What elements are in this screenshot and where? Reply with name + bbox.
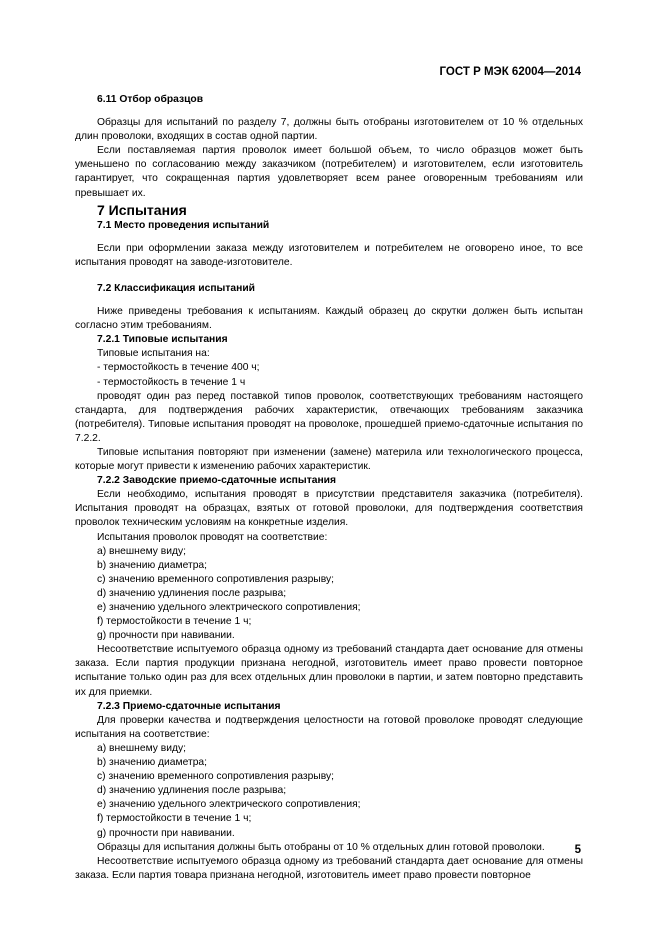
list-item: b) значению диаметра;: [97, 559, 208, 571]
section-7-title: 7 Испытания: [97, 201, 187, 218]
list-item: e) значению удельного электрического сопротивления;: [97, 602, 361, 613]
paragraph: Типовые испытания повторяют при изменении (замене) материла или технологического процесса, которые могут привести к изменению рабочих характеристик.: [75, 446, 583, 473]
paragraph: Образцы для испытаний по разделу 7, должны быть отобраны изготовителем от 10 % отдельных длин проволоки, входящих в состав одной партии.: [75, 117, 583, 143]
list-item: e) значению удельного электрического сопротивления;: [97, 799, 361, 811]
paragraph: Несоответствие испытуемого образца одному из требований стандарта дает основание для отмены заказа. Если партия продукции признана негодной, изготовитель имеет право провести повторное испытание только один раз для всех отдельных длин проволоки в партии, и затем повторно представить их для приемки.: [75, 644, 583, 698]
section-7-2-1-title: 7.2.1 Типовые испытания: [97, 334, 228, 346]
list-item: d) значению удлинения после разрыва;: [97, 587, 287, 599]
list-item: c) значению временного сопротивления разрыву;: [97, 771, 334, 783]
paragraph: Испытания проволок проводят на соответствие:: [97, 531, 328, 543]
paragraph: Если необходимо, испытания проводят в присутствии представителя заказчика (потребителя). Испытания проводят на образцах, взятых от готовой проволоки, для подтверждения соответствия проволок техническим условиям на конкретные изделия.: [75, 489, 583, 529]
paragraph: Для проверки качества и подтверждения целостности на готовой проволоке проводят следующие испытания на соответствие:: [75, 714, 583, 740]
list-item: - термостойкость в течение 1 ч: [97, 376, 246, 388]
document-code: ГОСТ Р МЭК 62004—2014: [439, 66, 581, 78]
list-item: f) термостойкости в течение 1 ч;: [97, 616, 252, 628]
paragraph: Ниже приведены требования к испытаниям. Каждый образец до скрутки должен быть испытан согласно этим требованиям.: [75, 306, 583, 332]
paragraph: проводят один раз перед поставкой типов проволок, соответствующих требованиям настоящего стандарта, для подтверждения рабочих характеристик, отвечающих требованиям заказчика (потребителя). Типовые испытания проводят на проволоке, прошедшей приемо-сдаточные испытания по 7.2.2.: [75, 390, 583, 444]
paragraph: Образцы для испытания должны быть отобраны от 10 % отдельных длин готовой проволоки.: [97, 841, 545, 853]
list-item: g) прочности при навивании.: [97, 827, 235, 839]
section-7-2-2-title: 7.2.2 Заводские приемо-сдаточные испытания: [97, 475, 337, 487]
page-number: 5: [574, 844, 581, 856]
section-7-2-title: 7.2 Классификация испытаний: [97, 282, 255, 294]
list-item: a) внешнему виду;: [97, 545, 187, 557]
list-item: g) прочности при навивании.: [97, 630, 235, 642]
section-6-11-title: 6.11 Отбор образцов: [97, 94, 204, 105]
paragraph: Если поставляемая партия проволок имеет большой объем, то число образцов может быть уменьшено по согласованию между заказчиком (потребителем) и изготовителем, если изготовитель гарантирует, что сокращенная партия удовлетворяет всем ранее оговоренным требованиям или превышает их.: [75, 145, 583, 199]
page-content: [75, 93, 583, 883]
list-item: - термостойкость в течение 400 ч;: [97, 362, 260, 374]
list-item: d) значению удлинения после разрыва;: [97, 785, 287, 797]
paragraph: Несоответствие испытуемого образца одному из требований стандарта дает основание для отмены заказа. Если партия товара признана негодной, изготовитель имеет право провести повторное: [75, 855, 583, 881]
paragraph: Если при оформлении заказа между изготовителем и потребителем не оговорено иное, то все испытания проводят на заводе-изготовителе.: [75, 242, 583, 268]
list-item: f) термостойкости в течение 1 ч;: [97, 813, 252, 825]
paragraph: Типовые испытания на:: [97, 348, 210, 360]
section-7-2-3-title: 7.2.3 Приемо-сдаточные испытания: [97, 700, 281, 712]
list-item: a) внешнему виду;: [97, 742, 187, 754]
section-7-1-title: 7.1 Место проведения испытаний: [97, 219, 270, 231]
list-item: b) значению диаметра;: [97, 757, 208, 769]
list-item: c) значению временного сопротивления разрыву;: [97, 573, 334, 585]
